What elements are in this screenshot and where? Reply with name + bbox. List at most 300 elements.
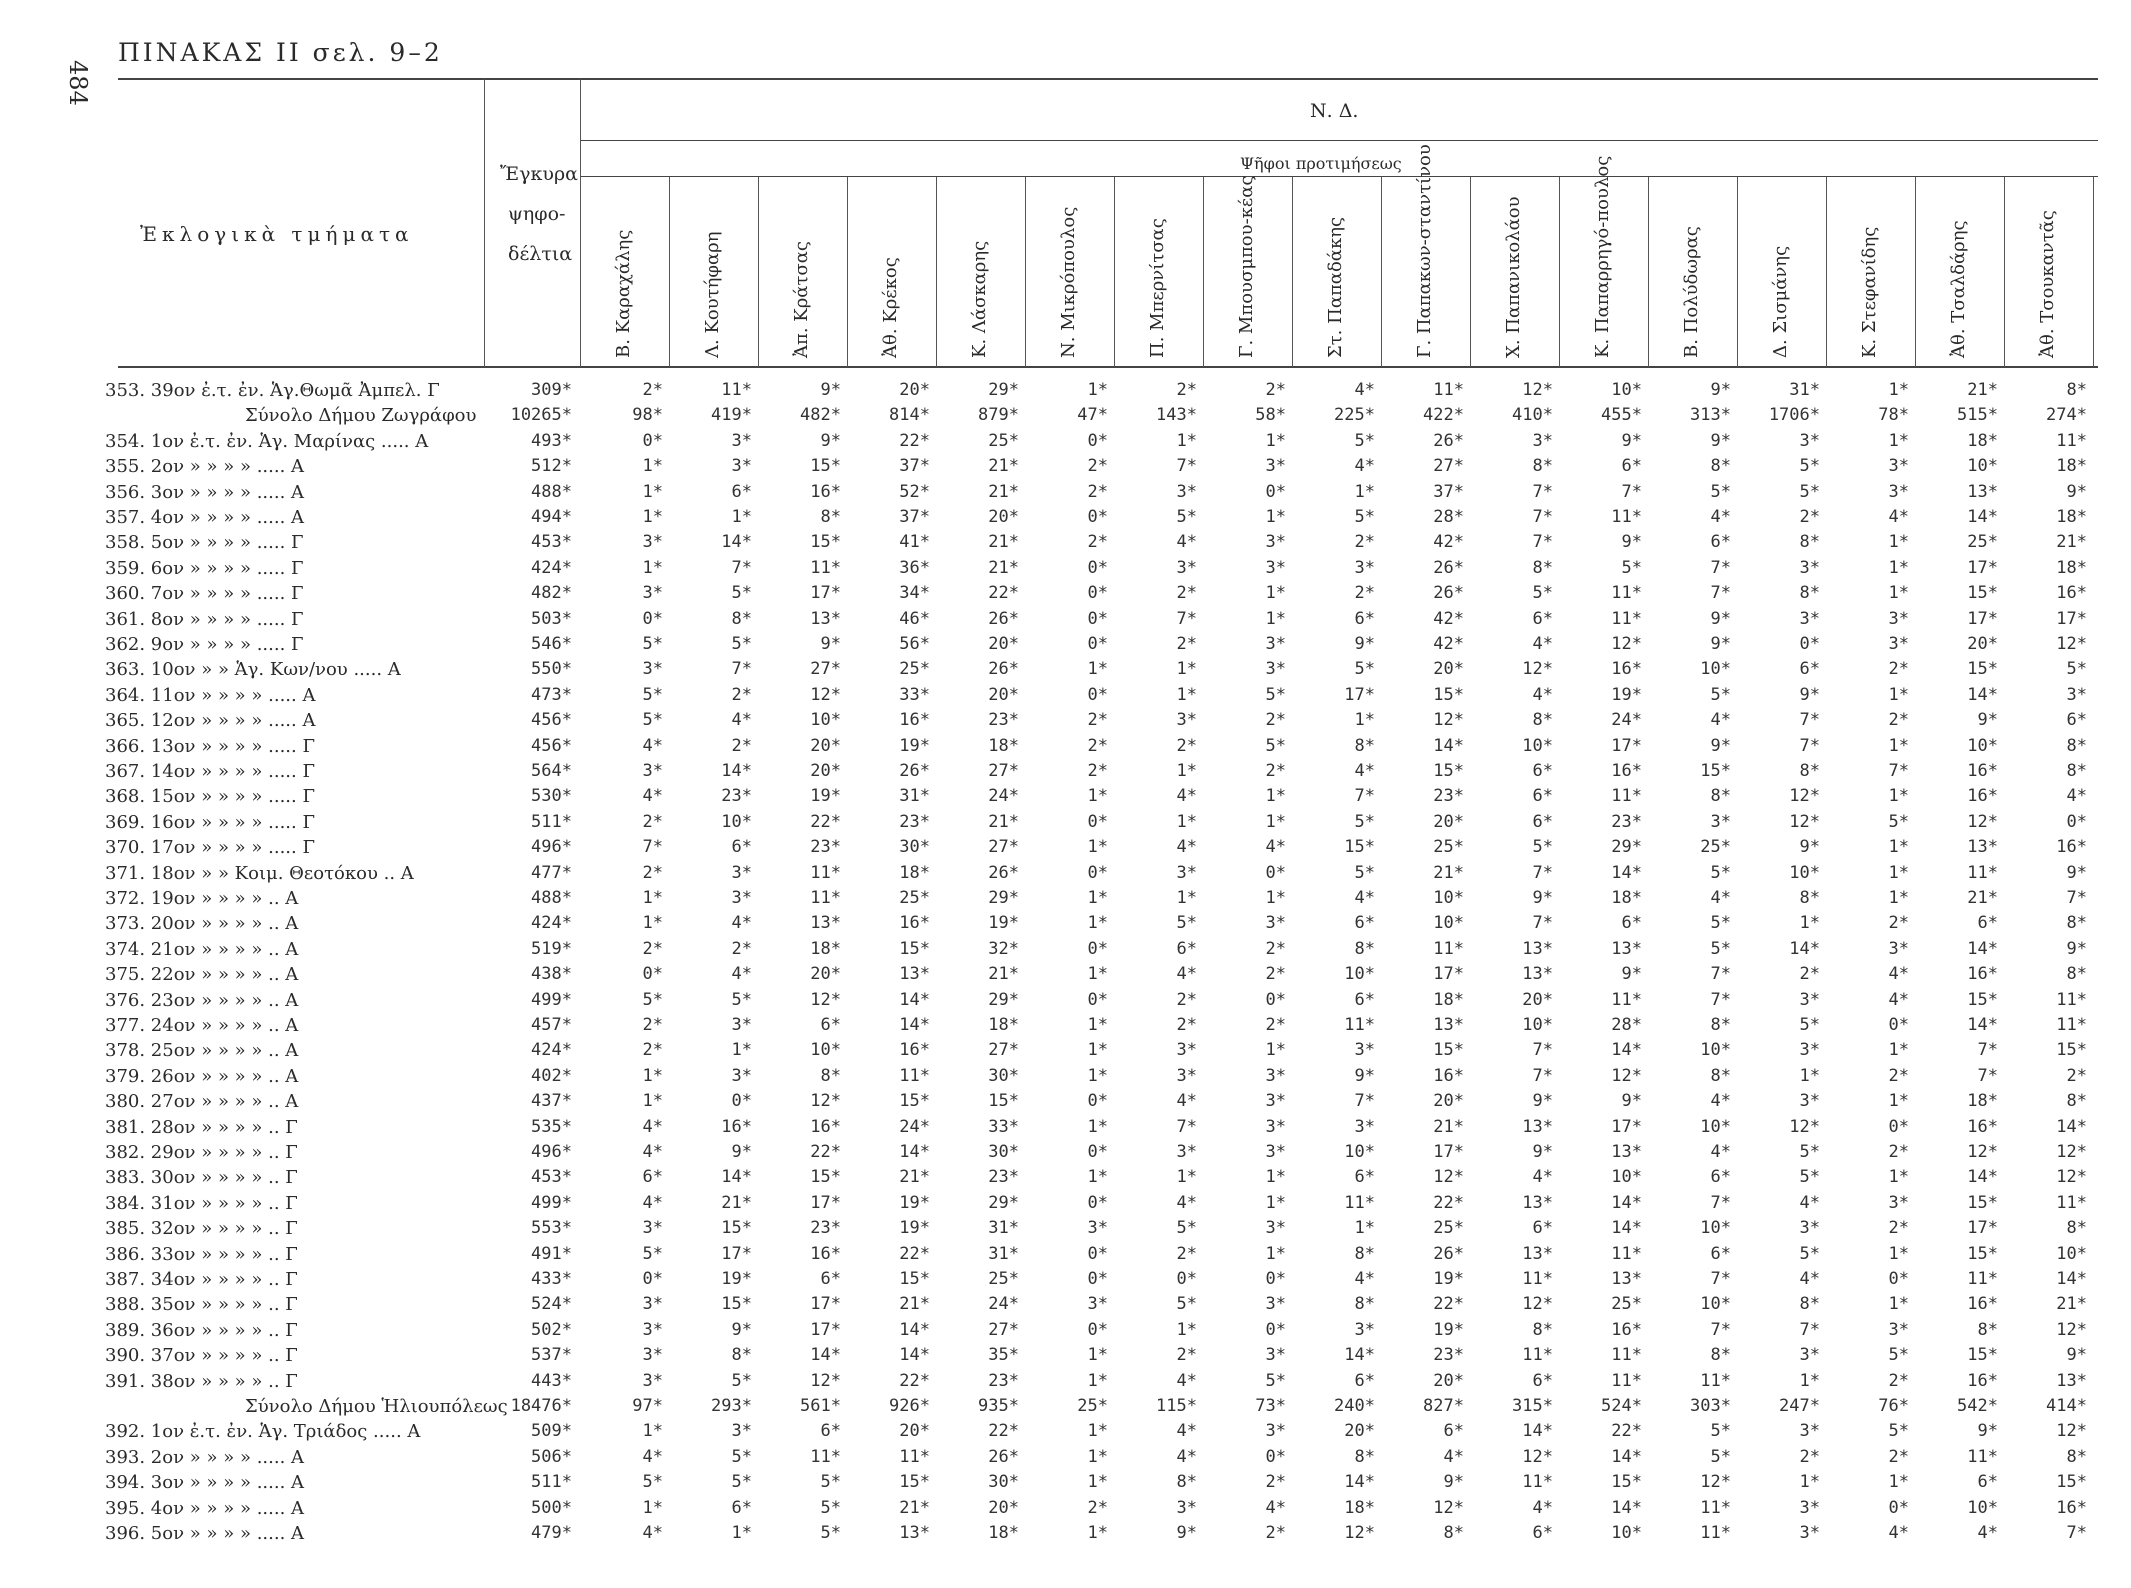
preference-votes-cell: 827* bbox=[1423, 1396, 1464, 1416]
preference-votes-cell: 30* bbox=[988, 1142, 1019, 1162]
preference-votes-cell: 9* bbox=[731, 1142, 752, 1162]
preference-votes-cell: 4* bbox=[642, 1116, 663, 1137]
row-label: 356. 3ον » » » » ..... Α bbox=[105, 481, 305, 503]
table-row bbox=[0, 784, 2131, 809]
row-label: 386. 33ον » » » » .. Γ bbox=[105, 1243, 298, 1265]
preference-votes-cell: 313* bbox=[1690, 405, 1731, 426]
preference-votes-cell: 3* bbox=[1265, 1142, 1286, 1162]
preference-votes-cell: 16* bbox=[1967, 786, 1998, 807]
preference-votes-cell: 8* bbox=[2066, 1218, 2087, 1239]
table-row bbox=[0, 505, 2131, 530]
preference-votes-cell: 1* bbox=[1087, 1015, 1108, 1035]
preference-votes-cell: 25* bbox=[988, 1269, 1019, 1289]
preference-votes-cell: 24* bbox=[988, 786, 1019, 807]
preference-votes-cell: 4* bbox=[1176, 837, 1197, 858]
preference-votes-cell: 17* bbox=[810, 1319, 841, 1340]
preference-votes-cell: 4* bbox=[1176, 532, 1197, 553]
preference-votes-cell: 1* bbox=[1176, 659, 1197, 680]
preference-votes-cell: 0* bbox=[1087, 1091, 1108, 1112]
preference-votes-cell: 35* bbox=[988, 1345, 1019, 1366]
preference-votes-cell: 1* bbox=[1087, 888, 1108, 908]
row-label: 376. 23ον » » » » .. Α bbox=[105, 989, 299, 1011]
preference-votes-cell: 15* bbox=[899, 1091, 930, 1112]
preference-votes-cell: 4* bbox=[1354, 761, 1375, 781]
preference-votes-cell: 21* bbox=[899, 1497, 930, 1518]
candidate-name: Γ. Παπακων-σταντίνου bbox=[1414, 144, 1435, 358]
preference-votes-cell: 1* bbox=[1087, 964, 1108, 985]
preference-votes-cell: 78* bbox=[1878, 405, 1909, 426]
preference-votes-cell: 26* bbox=[1433, 1243, 1464, 1264]
preference-votes-cell: 9* bbox=[1176, 1523, 1197, 1543]
row-label: 372. 19ον » » » » .. Α bbox=[105, 888, 299, 909]
preference-votes-cell: 1* bbox=[1888, 430, 1909, 451]
valid-ballots-cell: 496* bbox=[531, 1142, 572, 1162]
preference-votes-cell: 4* bbox=[1176, 1091, 1197, 1112]
preference-votes-cell: 9* bbox=[820, 634, 841, 654]
preference-votes-cell: 2* bbox=[731, 938, 752, 959]
preference-votes-cell: 8* bbox=[1443, 1523, 1464, 1543]
preference-votes-cell: 0* bbox=[1087, 989, 1108, 1010]
preference-votes-cell: 0* bbox=[731, 1091, 752, 1112]
preference-votes-cell: 8* bbox=[2066, 1446, 2087, 1467]
preference-votes-cell: 10* bbox=[1700, 659, 1731, 680]
preference-votes-cell: 7* bbox=[1532, 507, 1553, 527]
preference-votes-cell: 9* bbox=[1977, 1421, 1998, 1442]
preference-votes-cell: 27* bbox=[810, 659, 841, 680]
preference-votes-cell: 5* bbox=[1176, 507, 1197, 527]
preference-votes-cell: 7* bbox=[1799, 1319, 1820, 1340]
preference-votes-cell: 4* bbox=[1532, 634, 1553, 654]
candidate-name: Ἀθ. Τσουκαντᾶς bbox=[2037, 210, 2058, 358]
preference-votes-cell: 9* bbox=[1354, 634, 1375, 654]
preference-votes-cell: 5* bbox=[1888, 1421, 1909, 1442]
preference-votes-cell: 2* bbox=[1799, 1446, 1820, 1467]
preference-votes-cell: 3* bbox=[642, 1370, 663, 1391]
row-label: 378. 25ον » » » » .. Α bbox=[105, 1040, 299, 1062]
preference-votes-cell: 15* bbox=[1700, 761, 1731, 781]
preference-votes-cell: 1* bbox=[1176, 430, 1197, 451]
valid-ballots-cell: 456* bbox=[531, 710, 572, 731]
valid-ballots-cell: 18476* bbox=[510, 1396, 572, 1416]
preference-votes-cell: 11* bbox=[2056, 1015, 2087, 1035]
preference-votes-cell: 9* bbox=[1443, 1472, 1464, 1493]
preference-votes-cell: 4* bbox=[1354, 888, 1375, 908]
preference-votes-cell: 1* bbox=[1265, 583, 1286, 604]
preference-votes-cell: 19* bbox=[1433, 1319, 1464, 1340]
preference-votes-cell: 12* bbox=[1344, 1523, 1375, 1543]
row-label: 366. 13ον » » » » ..... Γ bbox=[105, 735, 315, 757]
preference-votes-cell: 10* bbox=[1611, 1523, 1642, 1543]
preference-votes-cell: 3* bbox=[1176, 1142, 1197, 1162]
preference-votes-cell: 10* bbox=[1967, 735, 1998, 756]
preference-votes-cell: 9* bbox=[1621, 430, 1642, 451]
preference-votes-cell: 2* bbox=[1176, 1243, 1197, 1264]
preference-votes-cell: 22* bbox=[810, 1142, 841, 1162]
preference-votes-cell: 12* bbox=[1611, 634, 1642, 654]
valid-divider bbox=[580, 79, 581, 367]
preference-votes-cell: 26* bbox=[1433, 430, 1464, 451]
page-number: 484 bbox=[64, 60, 92, 106]
preference-votes-cell: 0* bbox=[642, 964, 663, 985]
preference-votes-cell: 14* bbox=[721, 761, 752, 781]
preference-votes-cell: 13* bbox=[1611, 1269, 1642, 1289]
table-row bbox=[0, 1140, 2131, 1165]
preference-votes-cell: 3* bbox=[1265, 634, 1286, 654]
preference-votes-cell: 5* bbox=[642, 989, 663, 1010]
preference-votes-cell: 4* bbox=[1888, 507, 1909, 527]
preference-votes-cell: 22* bbox=[899, 430, 930, 451]
candidate-name: Δ. Σισμάνης bbox=[1770, 245, 1791, 358]
preference-votes-cell: 16* bbox=[2056, 837, 2087, 858]
valid-ballots-cell: 509* bbox=[531, 1421, 572, 1442]
preference-votes-cell: 20* bbox=[1433, 1091, 1464, 1112]
preference-votes-cell: 3* bbox=[642, 1294, 663, 1315]
preference-votes-cell: 36* bbox=[899, 557, 930, 578]
table-row bbox=[0, 1089, 2131, 1114]
preference-votes-cell: 879* bbox=[978, 405, 1019, 426]
preference-votes-cell: 11* bbox=[2056, 430, 2087, 451]
preference-votes-cell: 10* bbox=[1433, 913, 1464, 934]
candidate-name: Κ. Παπαρρηγό-πουλος bbox=[1592, 155, 1613, 358]
preference-votes-cell: 22* bbox=[899, 1243, 930, 1264]
table-row bbox=[0, 607, 2131, 632]
preference-votes-cell: 7* bbox=[1532, 532, 1553, 553]
preference-votes-cell: 9* bbox=[1621, 964, 1642, 985]
preference-votes-cell: 0* bbox=[1087, 862, 1108, 883]
preference-votes-cell: 4* bbox=[642, 735, 663, 756]
valid-ballots-cell: 493* bbox=[531, 430, 572, 451]
preference-votes-cell: 42* bbox=[1433, 532, 1464, 553]
sections-divider bbox=[484, 79, 485, 367]
preference-votes-cell: 3* bbox=[642, 583, 663, 604]
preference-votes-cell: 25* bbox=[1433, 837, 1464, 858]
preference-votes-cell: 8* bbox=[731, 1345, 752, 1366]
preference-votes-cell: 14* bbox=[1611, 862, 1642, 883]
candidate-name: Ν. Μικρόπουλος bbox=[1058, 206, 1079, 358]
preference-votes-cell: 7* bbox=[2066, 888, 2087, 908]
preference-votes-cell: 5* bbox=[731, 583, 752, 604]
valid-ballots-cell: 546* bbox=[531, 634, 572, 654]
preference-votes-cell: 18* bbox=[988, 1523, 1019, 1543]
preference-votes-cell: 3* bbox=[731, 1421, 752, 1442]
preference-votes-cell: 1* bbox=[642, 913, 663, 934]
table-row bbox=[0, 556, 2131, 581]
preference-votes-cell: 3* bbox=[642, 1218, 663, 1239]
column-divider bbox=[936, 177, 937, 367]
preference-votes-cell: 6* bbox=[1532, 1218, 1553, 1239]
row-label: 371. 18ον » » Κοιμ. Θεοτόκου .. Α bbox=[105, 862, 414, 884]
preference-votes-cell: 4* bbox=[1710, 1091, 1731, 1112]
preference-votes-cell: 5* bbox=[1354, 430, 1375, 451]
preference-votes-cell: 1* bbox=[1087, 380, 1108, 400]
preference-votes-cell: 0* bbox=[1087, 1269, 1108, 1289]
preference-votes-cell: 11* bbox=[1433, 938, 1464, 959]
preference-votes-cell: 1* bbox=[1087, 1167, 1108, 1188]
preference-votes-cell: 419* bbox=[711, 405, 752, 426]
preference-votes-cell: 2* bbox=[1087, 710, 1108, 731]
table-row bbox=[0, 1216, 2131, 1241]
preference-votes-cell: 15* bbox=[810, 1167, 841, 1188]
table-row bbox=[0, 1470, 2131, 1495]
preference-votes-cell: 15* bbox=[1967, 583, 1998, 604]
preference-votes-cell: 17* bbox=[1967, 557, 1998, 578]
preference-votes-cell: 1* bbox=[1888, 557, 1909, 578]
preference-votes-cell: 8* bbox=[1532, 456, 1553, 477]
preference-votes-cell: 29* bbox=[988, 1192, 1019, 1213]
preference-votes-cell: 9* bbox=[2066, 481, 2087, 502]
preference-votes-cell: 23* bbox=[1433, 1345, 1464, 1366]
table-row bbox=[0, 403, 2131, 428]
row-label: 357. 4ον » » » » ..... Α bbox=[105, 507, 305, 528]
preference-votes-cell: 17* bbox=[1967, 608, 1998, 629]
valid-ballots-cell: 424* bbox=[531, 557, 572, 578]
preference-votes-cell: 3* bbox=[1799, 1421, 1820, 1442]
preference-votes-cell: 1* bbox=[1888, 1472, 1909, 1493]
preference-votes-cell: 12* bbox=[2056, 1319, 2087, 1340]
preference-votes-cell: 3* bbox=[1265, 1218, 1286, 1239]
row-label: 379. 26ον » » » » .. Α bbox=[105, 1065, 299, 1087]
preference-votes-cell: 2* bbox=[1265, 1015, 1286, 1035]
preference-votes-cell: 3* bbox=[1265, 1091, 1286, 1112]
preference-votes-cell: 7* bbox=[1710, 583, 1731, 604]
preference-votes-cell: 1* bbox=[1265, 888, 1286, 908]
preference-votes-cell: 2* bbox=[731, 684, 752, 705]
preference-votes-cell: 0* bbox=[1087, 608, 1108, 629]
preference-votes-cell: 28* bbox=[1433, 507, 1464, 527]
preference-votes-cell: 7* bbox=[1977, 1040, 1998, 1061]
preference-votes-cell: 7* bbox=[1176, 608, 1197, 629]
preference-votes-cell: 20* bbox=[810, 735, 841, 756]
preference-votes-cell: 0* bbox=[1265, 481, 1286, 502]
preference-votes-cell: 2* bbox=[642, 938, 663, 959]
preference-votes-cell: 15* bbox=[1967, 989, 1998, 1010]
preference-votes-cell: 4* bbox=[1888, 1523, 1909, 1543]
preference-votes-cell: 2* bbox=[1087, 761, 1108, 781]
preference-votes-cell: 1* bbox=[1265, 507, 1286, 527]
preference-votes-cell: 18* bbox=[1967, 1091, 1998, 1112]
preference-votes-cell: 12* bbox=[1522, 1446, 1553, 1467]
preference-votes-cell: 14* bbox=[1611, 1497, 1642, 1518]
table-row bbox=[0, 480, 2131, 505]
preference-votes-cell: 3* bbox=[1265, 1421, 1286, 1442]
preference-votes-cell: 3* bbox=[1354, 1319, 1375, 1340]
preference-votes-cell: 10* bbox=[1700, 1218, 1731, 1239]
preference-votes-cell: 14* bbox=[810, 1345, 841, 1366]
table-row bbox=[0, 1394, 2131, 1419]
preference-votes-cell: 1* bbox=[1087, 1523, 1108, 1543]
preference-votes-cell: 27* bbox=[988, 761, 1019, 781]
preference-votes-cell: 3* bbox=[1176, 1040, 1197, 1061]
preference-votes-cell: 1* bbox=[731, 1523, 752, 1543]
preference-votes-cell: 2* bbox=[1799, 507, 1820, 527]
preference-votes-cell: 1* bbox=[1176, 761, 1197, 781]
preference-votes-cell: 23* bbox=[810, 1218, 841, 1239]
preference-votes-cell: 2* bbox=[1888, 659, 1909, 680]
preference-votes-cell: 4* bbox=[642, 1192, 663, 1213]
preference-votes-cell: 11* bbox=[1611, 786, 1642, 807]
valid-ballots-cell: 453* bbox=[531, 532, 572, 553]
row-label: 396. 5ον » » » » ..... Α bbox=[105, 1523, 305, 1544]
column-divider bbox=[1381, 177, 1382, 367]
preference-votes-cell: 4* bbox=[731, 913, 752, 934]
preference-votes-cell: 25* bbox=[1433, 1218, 1464, 1239]
preference-votes-cell: 18* bbox=[988, 1015, 1019, 1035]
preference-votes-cell: 11* bbox=[721, 380, 752, 400]
preference-votes-cell: 11* bbox=[1700, 1370, 1731, 1391]
preference-votes-cell: 240* bbox=[1334, 1396, 1375, 1416]
preference-votes-cell: 7* bbox=[1710, 1192, 1731, 1213]
preference-votes-cell: 29* bbox=[988, 989, 1019, 1010]
valid-ballots-cell: 502* bbox=[531, 1319, 572, 1340]
preference-votes-cell: 0* bbox=[1087, 507, 1108, 527]
row-label: 374. 21ον » » » » .. Α bbox=[105, 938, 299, 960]
preference-votes-cell: 3* bbox=[642, 659, 663, 680]
preference-votes-cell: 20* bbox=[899, 380, 930, 400]
valid-ballots-cell: 564* bbox=[531, 761, 572, 781]
preference-votes-cell: 6* bbox=[642, 1167, 663, 1188]
row-label: 382. 29ον » » » » .. Γ bbox=[105, 1142, 298, 1163]
preference-votes-cell: 8* bbox=[1354, 735, 1375, 756]
preference-votes-cell: 14* bbox=[1611, 1040, 1642, 1061]
preference-votes-cell: 9* bbox=[820, 430, 841, 451]
preference-votes-cell: 26* bbox=[988, 1446, 1019, 1467]
preference-votes-cell: 16* bbox=[899, 913, 930, 934]
preference-votes-cell: 0* bbox=[1087, 1243, 1108, 1264]
preference-votes-cell: 9* bbox=[1710, 380, 1731, 400]
preference-votes-cell: 8* bbox=[1710, 456, 1731, 477]
preference-votes-cell: 4* bbox=[642, 1523, 663, 1543]
preference-votes-cell: 1* bbox=[642, 557, 663, 578]
preference-votes-cell: 1* bbox=[1888, 1167, 1909, 1188]
preference-votes-cell: 0* bbox=[1087, 1192, 1108, 1213]
preference-votes-cell: 1* bbox=[1087, 786, 1108, 807]
preference-votes-cell: 3* bbox=[731, 1065, 752, 1086]
preference-votes-cell: 1* bbox=[1888, 583, 1909, 604]
table-row bbox=[0, 530, 2131, 555]
preference-votes-cell: 12* bbox=[1522, 659, 1553, 680]
preference-votes-cell: 5* bbox=[642, 1472, 663, 1493]
preference-votes-cell: 4* bbox=[731, 964, 752, 985]
preference-votes-cell: 4* bbox=[1176, 786, 1197, 807]
preference-votes-cell: 18* bbox=[1344, 1497, 1375, 1518]
preference-votes-cell: 20* bbox=[899, 1421, 930, 1442]
preference-votes-cell: 14* bbox=[1967, 507, 1998, 527]
preference-votes-cell: 18* bbox=[1611, 888, 1642, 908]
preference-votes-cell: 4* bbox=[642, 1142, 663, 1162]
preference-votes-cell: 25* bbox=[1077, 1396, 1108, 1416]
preference-votes-cell: 16* bbox=[1967, 1294, 1998, 1315]
preference-votes-cell: 5* bbox=[1888, 811, 1909, 832]
row-label: 391. 38ον » » » » .. Γ bbox=[105, 1370, 298, 1392]
preference-votes-cell: 15* bbox=[1611, 1472, 1642, 1493]
preference-votes-cell: 52* bbox=[899, 481, 930, 502]
preference-votes-cell: 3* bbox=[1799, 608, 1820, 629]
preference-votes-cell: 11* bbox=[810, 888, 841, 908]
preference-votes-cell: 4* bbox=[1176, 1446, 1197, 1467]
preference-votes-cell: 8* bbox=[2066, 913, 2087, 934]
preference-votes-cell: 5* bbox=[731, 1446, 752, 1467]
preference-votes-cell: 14* bbox=[1433, 735, 1464, 756]
row-label: 387. 34ον » » » » .. Γ bbox=[105, 1269, 298, 1290]
preference-votes-cell: 22* bbox=[810, 811, 841, 832]
preference-votes-cell: 22* bbox=[988, 1421, 1019, 1442]
preference-votes-cell: 4* bbox=[1710, 710, 1731, 731]
preference-votes-cell: 28* bbox=[1611, 1015, 1642, 1035]
preference-votes-cell: 19* bbox=[988, 913, 1019, 934]
table-row bbox=[0, 683, 2131, 708]
preference-votes-cell: 26* bbox=[1433, 583, 1464, 604]
preference-votes-cell: 12* bbox=[1967, 811, 1998, 832]
preference-votes-cell: 15* bbox=[2056, 1472, 2087, 1493]
preference-votes-cell: 2* bbox=[1888, 1142, 1909, 1162]
preference-votes-cell: 11* bbox=[1611, 1243, 1642, 1264]
preference-votes-cell: 8* bbox=[1176, 1472, 1197, 1493]
preference-votes-cell: 5* bbox=[1176, 913, 1197, 934]
preference-votes-cell: 3* bbox=[1265, 659, 1286, 680]
table-row bbox=[0, 988, 2131, 1013]
preference-votes-cell: 22* bbox=[988, 583, 1019, 604]
column-divider bbox=[1203, 177, 1204, 367]
candidate-name: Ἀθ. Τσαλδάρης bbox=[1948, 220, 1969, 358]
preference-votes-cell: 4* bbox=[1354, 456, 1375, 477]
preference-votes-cell: 12* bbox=[810, 989, 841, 1010]
preference-votes-cell: 7* bbox=[2066, 1523, 2087, 1543]
preference-votes-cell: 2* bbox=[1176, 1015, 1197, 1035]
preference-votes-cell: 5* bbox=[731, 1370, 752, 1391]
preference-votes-cell: 8* bbox=[2066, 964, 2087, 985]
preference-votes-cell: 0* bbox=[1176, 1269, 1197, 1289]
preference-votes-cell: 13* bbox=[810, 913, 841, 934]
preference-votes-cell: 12* bbox=[1789, 786, 1820, 807]
preference-votes-cell: 18* bbox=[1967, 430, 1998, 451]
preference-votes-cell: 143* bbox=[1156, 405, 1197, 426]
valid-ballots-cell: 309* bbox=[531, 380, 572, 400]
preference-votes-cell: 4* bbox=[1799, 1269, 1820, 1289]
row-label: 367. 14ον » » » » ..... Γ bbox=[105, 761, 315, 782]
preference-votes-cell: 12* bbox=[1522, 1294, 1553, 1315]
preference-votes-cell: 542* bbox=[1957, 1396, 1998, 1416]
preference-votes-cell: 12* bbox=[1789, 811, 1820, 832]
preference-votes-cell: 8* bbox=[1710, 786, 1731, 807]
preference-votes-cell: 11* bbox=[810, 557, 841, 578]
preference-votes-cell: 12* bbox=[1789, 1116, 1820, 1137]
table-row bbox=[0, 1267, 2131, 1292]
preference-votes-cell: 6* bbox=[731, 1497, 752, 1518]
preference-votes-cell: 3* bbox=[1888, 634, 1909, 654]
preference-votes-cell: 20* bbox=[1433, 659, 1464, 680]
preference-votes-cell: 10* bbox=[1967, 456, 1998, 477]
preference-votes-cell: 4* bbox=[1265, 1497, 1286, 1518]
preference-votes-cell: 2* bbox=[1265, 938, 1286, 959]
preference-votes-cell: 18* bbox=[2056, 507, 2087, 527]
valid-ballots-cell: 456* bbox=[531, 735, 572, 756]
preference-votes-cell: 5* bbox=[1354, 862, 1375, 883]
preference-votes-cell: 0* bbox=[1087, 938, 1108, 959]
candidate-name: Γ. Μπουσμπου-κέας bbox=[1236, 175, 1257, 358]
preference-votes-cell: 4* bbox=[1977, 1523, 1998, 1543]
valid-ballots-cell: 499* bbox=[531, 989, 572, 1010]
preference-votes-cell: 1* bbox=[642, 888, 663, 908]
preference-votes-cell: 11* bbox=[810, 1446, 841, 1467]
preference-votes-cell: 12* bbox=[2056, 1167, 2087, 1188]
preference-votes-cell: 410* bbox=[1512, 405, 1553, 426]
preference-votes-cell: 2* bbox=[642, 1015, 663, 1035]
preference-votes-cell: 14* bbox=[2056, 1269, 2087, 1289]
column-divider bbox=[1025, 177, 1026, 367]
preference-votes-cell: 9* bbox=[1799, 684, 1820, 705]
preference-votes-cell: 1* bbox=[642, 1091, 663, 1112]
column-divider bbox=[2093, 177, 2094, 367]
